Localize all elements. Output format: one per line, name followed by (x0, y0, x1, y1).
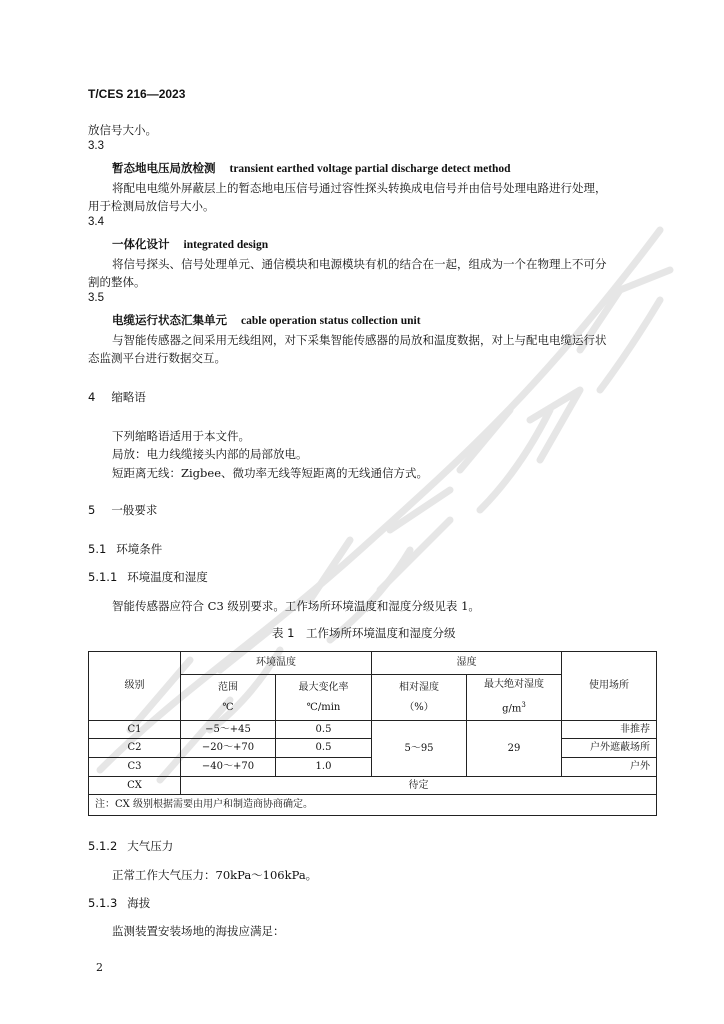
cell-range: −20～+70 (181, 739, 276, 758)
term-zh: 电缆运行状态汇集单元 (112, 313, 227, 327)
cell-range: −40～+70 (181, 758, 276, 777)
section-title: 环境条件 (116, 542, 163, 556)
table-note: 注：CX 级别根据需要由用户和制造商协商确定。 (89, 795, 657, 816)
term-heading-3-4 (112, 236, 268, 252)
table-caption: 表 1 工作场所环境温度和湿度分级 (272, 626, 456, 640)
paragraph-line: 与智能传感器之间采用无线组网，对下采集智能传感器的局放和温度数据，对上与配电电缆运行状 (112, 333, 607, 347)
term-heading-3-5 (112, 312, 421, 328)
section-number-3-3: 3.3 (88, 140, 104, 152)
cell-rel-hum: 5～95 (372, 721, 467, 777)
paragraph-line: 割的整体。 (88, 275, 146, 289)
paragraph-line: 下列缩略语适用于本文件。 (112, 429, 250, 443)
paragraph-line: 态监测平台进行数据交互。 (88, 351, 226, 365)
term-zh: 一体化设计 (112, 237, 170, 251)
section-heading-5-1-3 (88, 895, 150, 911)
header-range (181, 675, 276, 721)
header-unit: （%） (404, 701, 434, 713)
paragraph-line: 将信号探头、信号处理单元、通信模块和电源模块有机的结合在一起，组成为一个在物理上不可分 (112, 257, 607, 271)
header-env-temp: 环境温度 (181, 652, 372, 675)
abbreviation-item: 局放：电力线缆接头内部的局部放电。 (112, 447, 308, 461)
section-number: 5 (88, 503, 96, 517)
header-text: 最大变化率 (298, 681, 349, 693)
section-number: 5.1.2 (88, 839, 118, 853)
cell-level: C2 (89, 739, 181, 758)
paragraph-line: 智能传感器应符合 C3 级别要求。工作场所环境温度和湿度分级见表 1。 (112, 599, 480, 613)
header-text: 最大绝对湿度 (484, 679, 544, 691)
header-abs-hum (467, 675, 562, 721)
cell-rate: 0.5 (276, 721, 372, 739)
doc-header-id: T/CES 216—2023 (88, 87, 186, 101)
cell-cx-value: 待定 (181, 777, 657, 795)
term-zh: 暂态地电压局放检测 (112, 161, 216, 175)
term-heading-3-3 (112, 160, 511, 176)
section-title: 大气压力 (127, 839, 174, 853)
cell-level: CX (89, 777, 181, 795)
section-heading-5 (88, 502, 157, 518)
section-heading-5-1-2 (88, 838, 173, 854)
abbreviation-item: 短距离无线：Zigbee、微功率无线等短距离的无线通信方式。 (112, 466, 428, 480)
header-text: 相对湿度 (399, 681, 439, 693)
section-title: 海拔 (127, 896, 151, 910)
header-humidity: 湿度 (372, 652, 562, 675)
section-number: 5.1.1 (88, 570, 118, 584)
section-heading-4 (88, 389, 146, 405)
section-number-3-5: 3.5 (88, 292, 104, 304)
section-number: 4 (88, 390, 96, 404)
cell-site: 户外 (562, 758, 657, 777)
continued-text: 放信号大小。 (88, 123, 157, 137)
header-max-rate (276, 675, 372, 721)
section-number-3-4: 3.4 (88, 216, 104, 228)
paragraph-line: 将配电电缆外屏蔽层上的暂态地电压信号通过容性探头转换成电信号并由信号处理电路进行处理， (112, 181, 607, 195)
header-level: 级别 (89, 652, 181, 721)
cell-rate: 0.5 (276, 739, 372, 758)
header-unit (467, 698, 561, 716)
paragraph-line: 正常工作大气压力：70kPa～106kPa。 (112, 868, 318, 882)
section-heading-5-1 (88, 541, 162, 557)
header-site: 使用场所 (562, 652, 657, 721)
section-number: 5.1 (88, 542, 107, 556)
header-text: 范围 (218, 681, 238, 693)
section-title: 缩略语 (111, 390, 146, 404)
environment-table (88, 651, 657, 816)
header-rel-hum (372, 675, 467, 721)
cell-rate: 1.0 (276, 758, 372, 777)
cell-range: −5～+45 (181, 721, 276, 739)
cell-abs-hum: 29 (467, 721, 562, 777)
cell-site: 非推荐 (562, 721, 657, 739)
header-unit: ℃/min (306, 701, 341, 713)
paragraph-line: 监测装置安装场地的海拔应满足： (112, 924, 285, 938)
unit-sup: 3 (521, 701, 526, 710)
term-en: integrated design (183, 239, 269, 251)
term-en: transient earthed voltage partial discharge detect method (229, 163, 511, 175)
cell-level: C3 (89, 758, 181, 777)
paragraph-line: 用于检测局放信号大小。 (88, 199, 215, 213)
section-title: 环境温度和湿度 (127, 570, 208, 584)
cell-level: C1 (89, 721, 181, 739)
section-heading-5-1-1 (88, 569, 208, 585)
page-number: 2 (96, 961, 103, 974)
cell-site: 户外遮蔽场所 (562, 739, 657, 758)
section-title: 一般要求 (111, 503, 158, 517)
section-number: 5.1.3 (88, 896, 118, 910)
header-unit: ℃ (222, 701, 234, 713)
unit-base: g/m (502, 703, 522, 715)
term-en: cable operation status collection unit (241, 315, 421, 327)
